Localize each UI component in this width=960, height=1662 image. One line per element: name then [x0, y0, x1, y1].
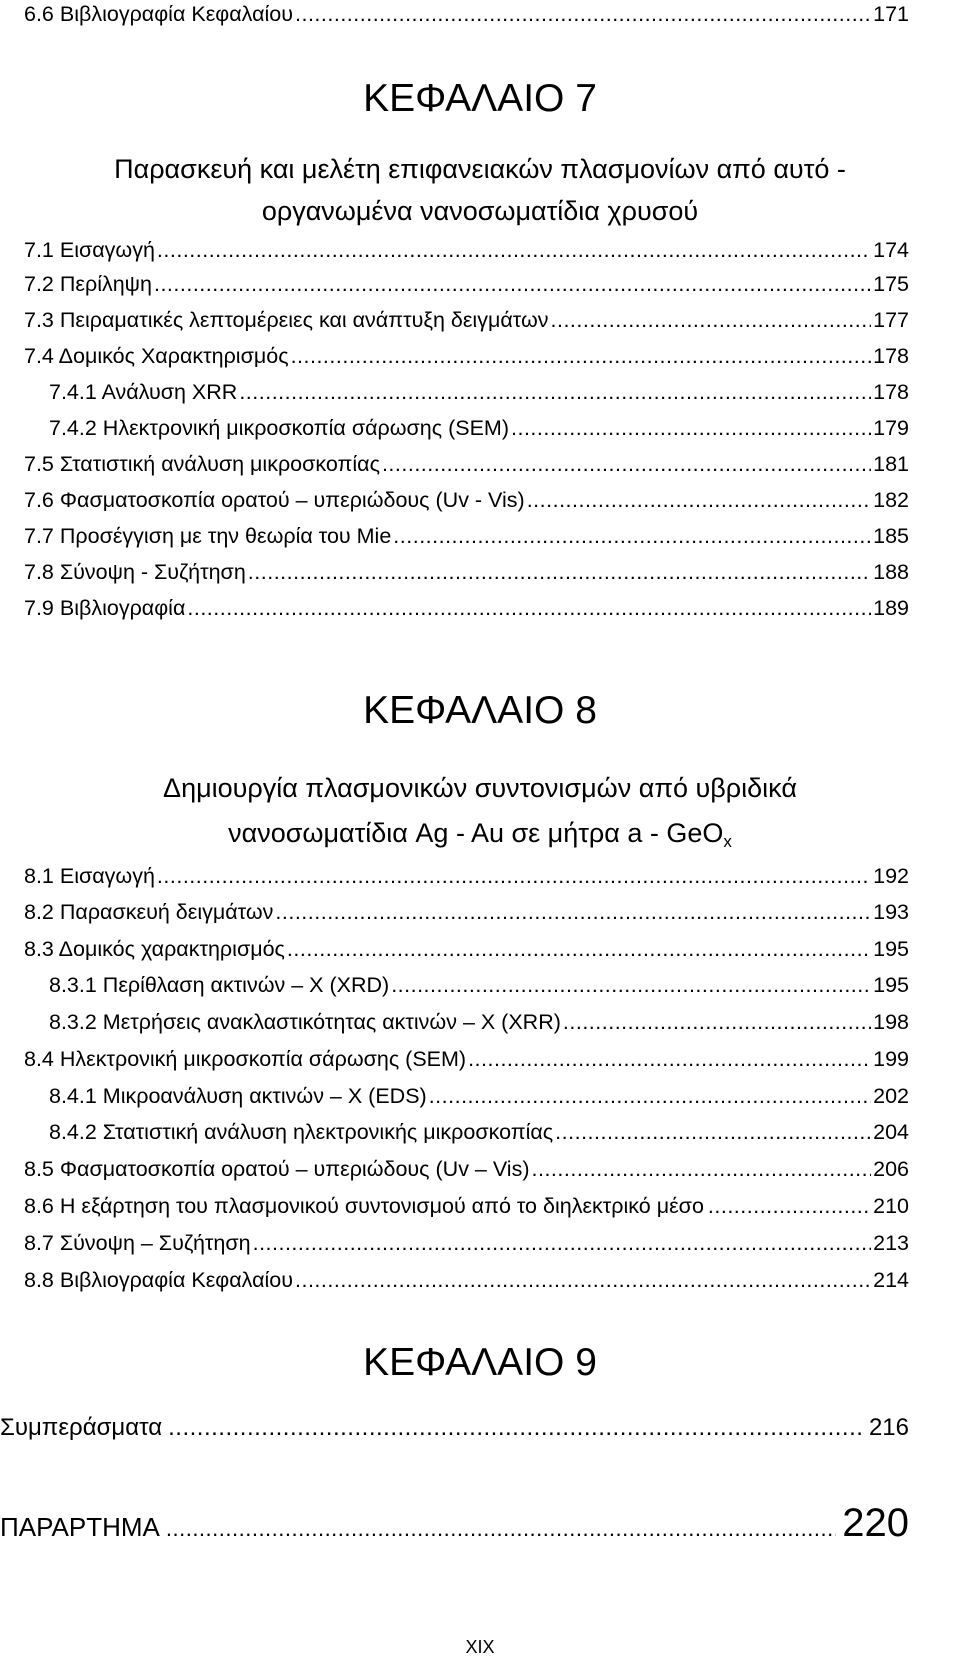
toc-entry	[24, 486, 909, 514]
toc-leader-dots	[291, 342, 872, 370]
toc-entry	[49, 971, 909, 999]
toc-leader-dots	[551, 306, 872, 334]
toc-entry	[24, 236, 909, 264]
toc-leader-dots	[563, 1008, 871, 1036]
toc-entry	[24, 1229, 909, 1257]
toc-entry-label: 7.3 Πειραματικές λεπτομέρειες και ανάπτυξη δειγμάτων	[24, 308, 549, 332]
toc-entry	[49, 1118, 909, 1146]
toc-leader-dots	[295, 0, 871, 28]
toc-leader-dots	[382, 450, 871, 478]
toc-entry-label: 7.5 Στατιστική ανάλυση μικροσκοπίας	[24, 452, 380, 476]
toc-leader-dots	[239, 378, 871, 406]
toc-leader-dots	[154, 270, 871, 298]
toc-entry	[24, 1266, 909, 1294]
toc-entry-page: 178	[873, 380, 909, 404]
toc-entry-page: 182	[873, 488, 909, 512]
toc-leader-dots	[295, 1266, 871, 1294]
toc-entry-page: 171	[873, 2, 909, 26]
toc-entry-page: 178	[873, 344, 909, 368]
toc-leader-dots	[157, 862, 871, 890]
toc-entry-page: 206	[873, 1157, 909, 1181]
toc-entry-label: 8.8 Βιβλιογραφία Κεφαλαίου	[24, 1268, 294, 1292]
toc-entry-label: Συμπεράσματα	[0, 1414, 163, 1441]
toc-entry-page: 185	[873, 524, 909, 548]
toc-entry-page: 192	[873, 864, 909, 888]
toc-entry-page: 193	[873, 900, 909, 924]
page-number-footer: XIX	[465, 1637, 495, 1657]
toc-entry-page: 189	[873, 596, 909, 620]
toc-entry-label: ΠΑΡΑΡΤΗΜΑ	[0, 1512, 160, 1542]
toc-entry	[24, 450, 909, 478]
toc-entry-label: 8.3 Δομικός χαρακτηρισμός	[24, 937, 285, 961]
toc-entry-label: 7.4 Δομικός Χαρακτηρισμός	[24, 344, 289, 368]
toc-entry-page: 202	[873, 1084, 909, 1108]
toc-leader-dots	[253, 1229, 872, 1257]
toc-leader-dots	[393, 522, 871, 550]
toc-entry	[24, 862, 909, 890]
toc-leader-dots	[275, 898, 871, 926]
toc-entry	[49, 1082, 909, 1110]
chapter-8-subtitle-line1: Δημιουργία πλασμονικών συντονισμών από υβριδικά	[163, 773, 797, 803]
toc-entry-label: 7.9 Βιβλιογραφία	[24, 596, 186, 620]
toc-entry-label: 8.1 Εισαγωγή	[24, 864, 155, 888]
toc-entry-page: 174	[873, 238, 909, 262]
chapter-9-title: ΚΕΦΑΛΑΙΟ 9	[363, 1341, 597, 1384]
toc-entry-appendix	[0, 1500, 909, 1552]
toc-entry-label: 7.4.1 Ανάλυση XRR	[49, 380, 238, 404]
toc-entry-label: 8.7 Σύνοψη – Συζήτηση	[24, 1231, 251, 1255]
toc-leader-dots	[429, 1082, 871, 1110]
toc-entry-page: 181	[873, 452, 909, 476]
toc-leader-dots	[391, 971, 871, 999]
toc-entry-label: 7.2 Περίληψη	[24, 272, 152, 296]
toc-entry	[24, 306, 909, 334]
toc-leader-dots	[555, 1118, 871, 1146]
toc-leader-dots	[468, 1045, 871, 1073]
toc-leader-dots	[168, 1414, 863, 1442]
toc-entry-page: 199	[873, 1047, 909, 1071]
toc-entry-page: 213	[873, 1231, 909, 1255]
toc-entry-label: 8.4 Ηλεκτρονική μικροσκοπία σάρωσης (SEM)	[24, 1047, 467, 1071]
toc-entry	[24, 1045, 909, 1073]
toc-entry	[24, 522, 909, 550]
toc-leader-dots	[511, 414, 871, 442]
chapter-8-subtitle-text: νανοσωματίδια Ag - Au σε μήτρα a - GeO	[228, 818, 724, 848]
toc-entry	[24, 342, 909, 370]
chapter-7-subtitle-line1: Παρασκευή και μελέτη επιφανειακών πλασμονίων από αυτό -	[114, 154, 846, 184]
toc-entry-page: 195	[873, 973, 909, 997]
toc-entry-label: 8.5 Φασματοσκοπία ορατού – υπεριώδους (Uv – Vis)	[24, 1157, 530, 1181]
toc-leader-dots	[248, 558, 871, 586]
toc-entry-label: 7.4.2 Ηλεκτρονική μικροσκοπία σάρωσης (SEM)	[49, 416, 510, 440]
toc-entry-label: 8.3.1 Περίθλαση ακτινών – X (XRD)	[49, 973, 390, 997]
toc-entry-page: 214	[873, 1268, 909, 1292]
toc-entry	[49, 414, 909, 442]
toc-leader-dots	[166, 1506, 836, 1552]
toc-entry-label: 8.4.2 Στατιστική ανάλυση ηλεκτρονικής μικροσκοπίας	[49, 1120, 554, 1144]
toc-entry-page: 179	[873, 416, 909, 440]
toc-leader-dots	[157, 236, 871, 264]
toc-entry-label: 6.6 Βιβλιογραφία Κεφαλαίου	[24, 2, 294, 26]
chapter-8-subtitle-subscript: x	[723, 832, 732, 851]
toc-leader-dots	[527, 486, 871, 514]
toc-entry-label: 8.4.1 Μικροανάλυση ακτινών – X (EDS)	[49, 1084, 427, 1108]
toc-entry	[49, 378, 909, 406]
toc-entry-conclusions	[0, 1414, 909, 1442]
chapter-8-title: ΚΕΦΑΛΑΙΟ 8	[363, 689, 597, 732]
toc-entry-label: 7.7 Προσέγγιση με την θεωρία του Mie	[24, 524, 392, 548]
toc-entry-label: 7.6 Φασματοσκοπία ορατού – υπεριώδους (Uv - Vis)	[24, 488, 525, 512]
toc-entry-page: 195	[873, 937, 909, 961]
toc-leader-dots	[287, 935, 871, 963]
toc-entry-page: 210	[873, 1194, 909, 1218]
toc-entry	[24, 594, 909, 622]
toc-leader-dots	[708, 1192, 869, 1220]
toc-entry	[24, 898, 909, 926]
toc-entry-label: 8.3.2 Μετρήσεις ανακλαστικότητας ακτινών – X (XRR)	[49, 1010, 561, 1034]
toc-entry-label: 8.6 Η εξάρτηση του πλασμονικού συντονισμού από το διηλεκτρικό μέσο	[24, 1194, 704, 1218]
chapter-8-subtitle-line2	[30, 810, 930, 865]
toc-entry-page: 216	[868, 1414, 909, 1441]
toc-leader-dots	[187, 594, 871, 622]
toc-entry	[24, 0, 909, 28]
toc-entry-page: 198	[873, 1010, 909, 1034]
toc-entry-page: 188	[873, 560, 909, 584]
toc-entry	[24, 1192, 909, 1220]
toc-entry	[24, 1155, 909, 1183]
toc-entry	[24, 558, 909, 586]
toc-entry-label: 7.1 Εισαγωγή	[24, 238, 155, 262]
toc-entry-page: 204	[873, 1120, 909, 1144]
toc-entry-page: 177	[873, 308, 909, 332]
toc-entry	[24, 270, 909, 298]
toc-entry-page: 220	[842, 1501, 909, 1545]
toc-entry-label: 8.2 Παρασκευή δειγμάτων	[24, 900, 274, 924]
toc-leader-dots	[532, 1155, 872, 1183]
chapter-7-title: ΚΕΦΑΛΑΙΟ 7	[363, 77, 597, 120]
toc-entry	[49, 1008, 909, 1036]
toc-entry-page: 175	[873, 272, 909, 296]
chapter-7-subtitle-line2: οργανωμένα νανοσωματίδια χρυσού	[261, 196, 699, 226]
toc-entry	[24, 935, 909, 963]
toc-entry-label: 7.8 Σύνοψη - Συζήτηση	[24, 560, 246, 584]
